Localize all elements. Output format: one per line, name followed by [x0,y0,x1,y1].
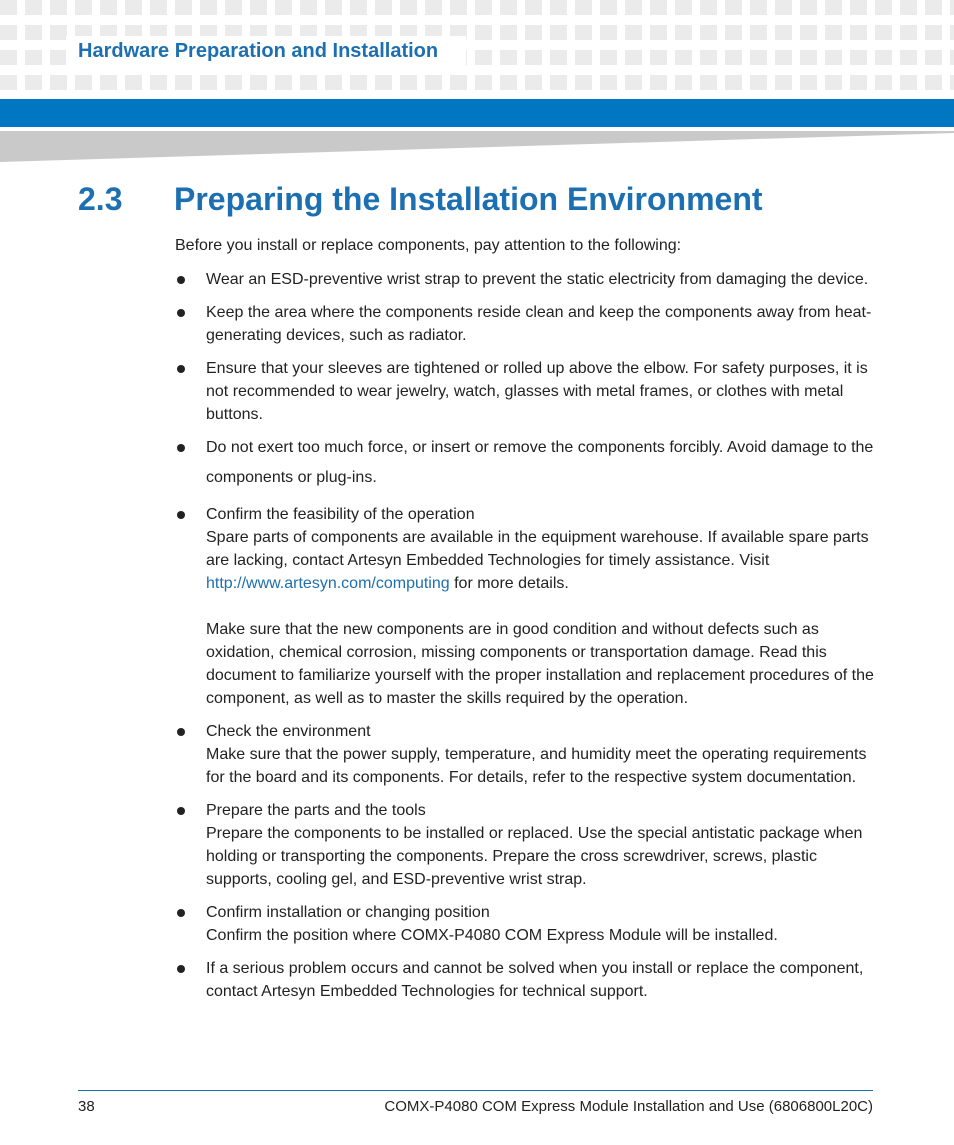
list-item [175,268,875,291]
list-item-heading: Check the environment [206,723,371,740]
bullet-icon [177,909,185,917]
precaution-list [175,268,875,1003]
list-item-heading: Confirm the feasibility of the operation [206,506,475,523]
paragraph-gap [206,595,875,618]
list-item-text-after-link: for more details. [449,575,569,592]
list-item-heading: Prepare the parts and the tools [206,802,426,819]
section-title: Preparing the Installation Environment [174,181,763,217]
list-item-text: Do not exert too much force, or insert or remove the components forcibly. Avoid damage to the components or plug-ins. [206,439,874,486]
list-item [175,720,875,789]
list-item [175,901,875,947]
bullet-icon [177,309,185,317]
list-item-text: Ensure that your sleeves are tightened or rolled up above the elbow. For safety purposes, it is not recommended to wear jewelry, watch, glasses with metal frames, or clothes with metal buttons. [206,360,868,423]
bullet-icon [177,728,185,736]
list-item [175,433,875,493]
page-number: 38 [78,1098,95,1115]
list-item-text: Keep the area where the components reside clean and keep the components away from heat-generating devices, such as radiator. [206,304,872,344]
artesyn-website-link[interactable]: http://www.artesyn.com/computing [206,575,450,592]
list-item-text: Make sure that the new components are in good condition and without defects such as oxidation, chemical corrosion, missing components or transportation damage. Read this document to familiarize yourself with the proper installation and replacement procedures of the component, as well as to master the skills required by the operation. [206,621,874,707]
footer-divider [78,1090,873,1091]
list-item-text: If a serious problem occurs and cannot be solved when you install or replace the component, contact Artesyn Embedded Technologies for technical support. [206,960,864,1000]
bullet-icon [177,276,185,284]
header-grey-wedge [0,131,954,162]
bullet-icon [177,444,185,452]
list-item-text: Wear an ESD-preventive wrist strap to prevent the static electricity from damaging the device. [206,271,869,288]
list-item [175,503,875,710]
bullet-icon [177,511,185,519]
footer-document-title: COMX-P4080 COM Express Module Installation and Use (6806800L20C) [384,1098,873,1115]
list-item-text [206,526,875,595]
header-blue-band [0,99,954,127]
running-header-title: Hardware Preparation and Installation [78,40,439,62]
intro-paragraph: Before you install or replace components, pay attention to the following: [175,237,682,254]
list-item-text-before-link: Spare parts of components are available in the equipment warehouse. If available spare parts are lacking, contact Artesyn Embedded Technologies for timely assistance. Visit [206,529,869,569]
section-number: 2.3 [78,181,123,217]
bullet-icon [177,965,185,973]
list-item [175,301,875,347]
bullet-icon [177,365,185,373]
bullet-icon [177,807,185,815]
list-item-text: Confirm the position where COMX-P4080 COM Express Module will be installed. [206,927,778,944]
list-item-text: Prepare the components to be installed or replaced. Use the special antistatic package when holding or transporting the components. Prepare the cross screwdriver, screws, plastic supports, cooling gel, and ESD-preventive wrist strap. [206,825,863,888]
list-item [175,799,875,891]
list-item-text: Make sure that the power supply, temperature, and humidity meet the operating requirements for the board and its components. For details, refer to the respective system documentation. [206,746,867,786]
list-item [175,357,875,426]
list-item-heading: Confirm installation or changing position [206,904,490,921]
list-item [175,957,875,1003]
